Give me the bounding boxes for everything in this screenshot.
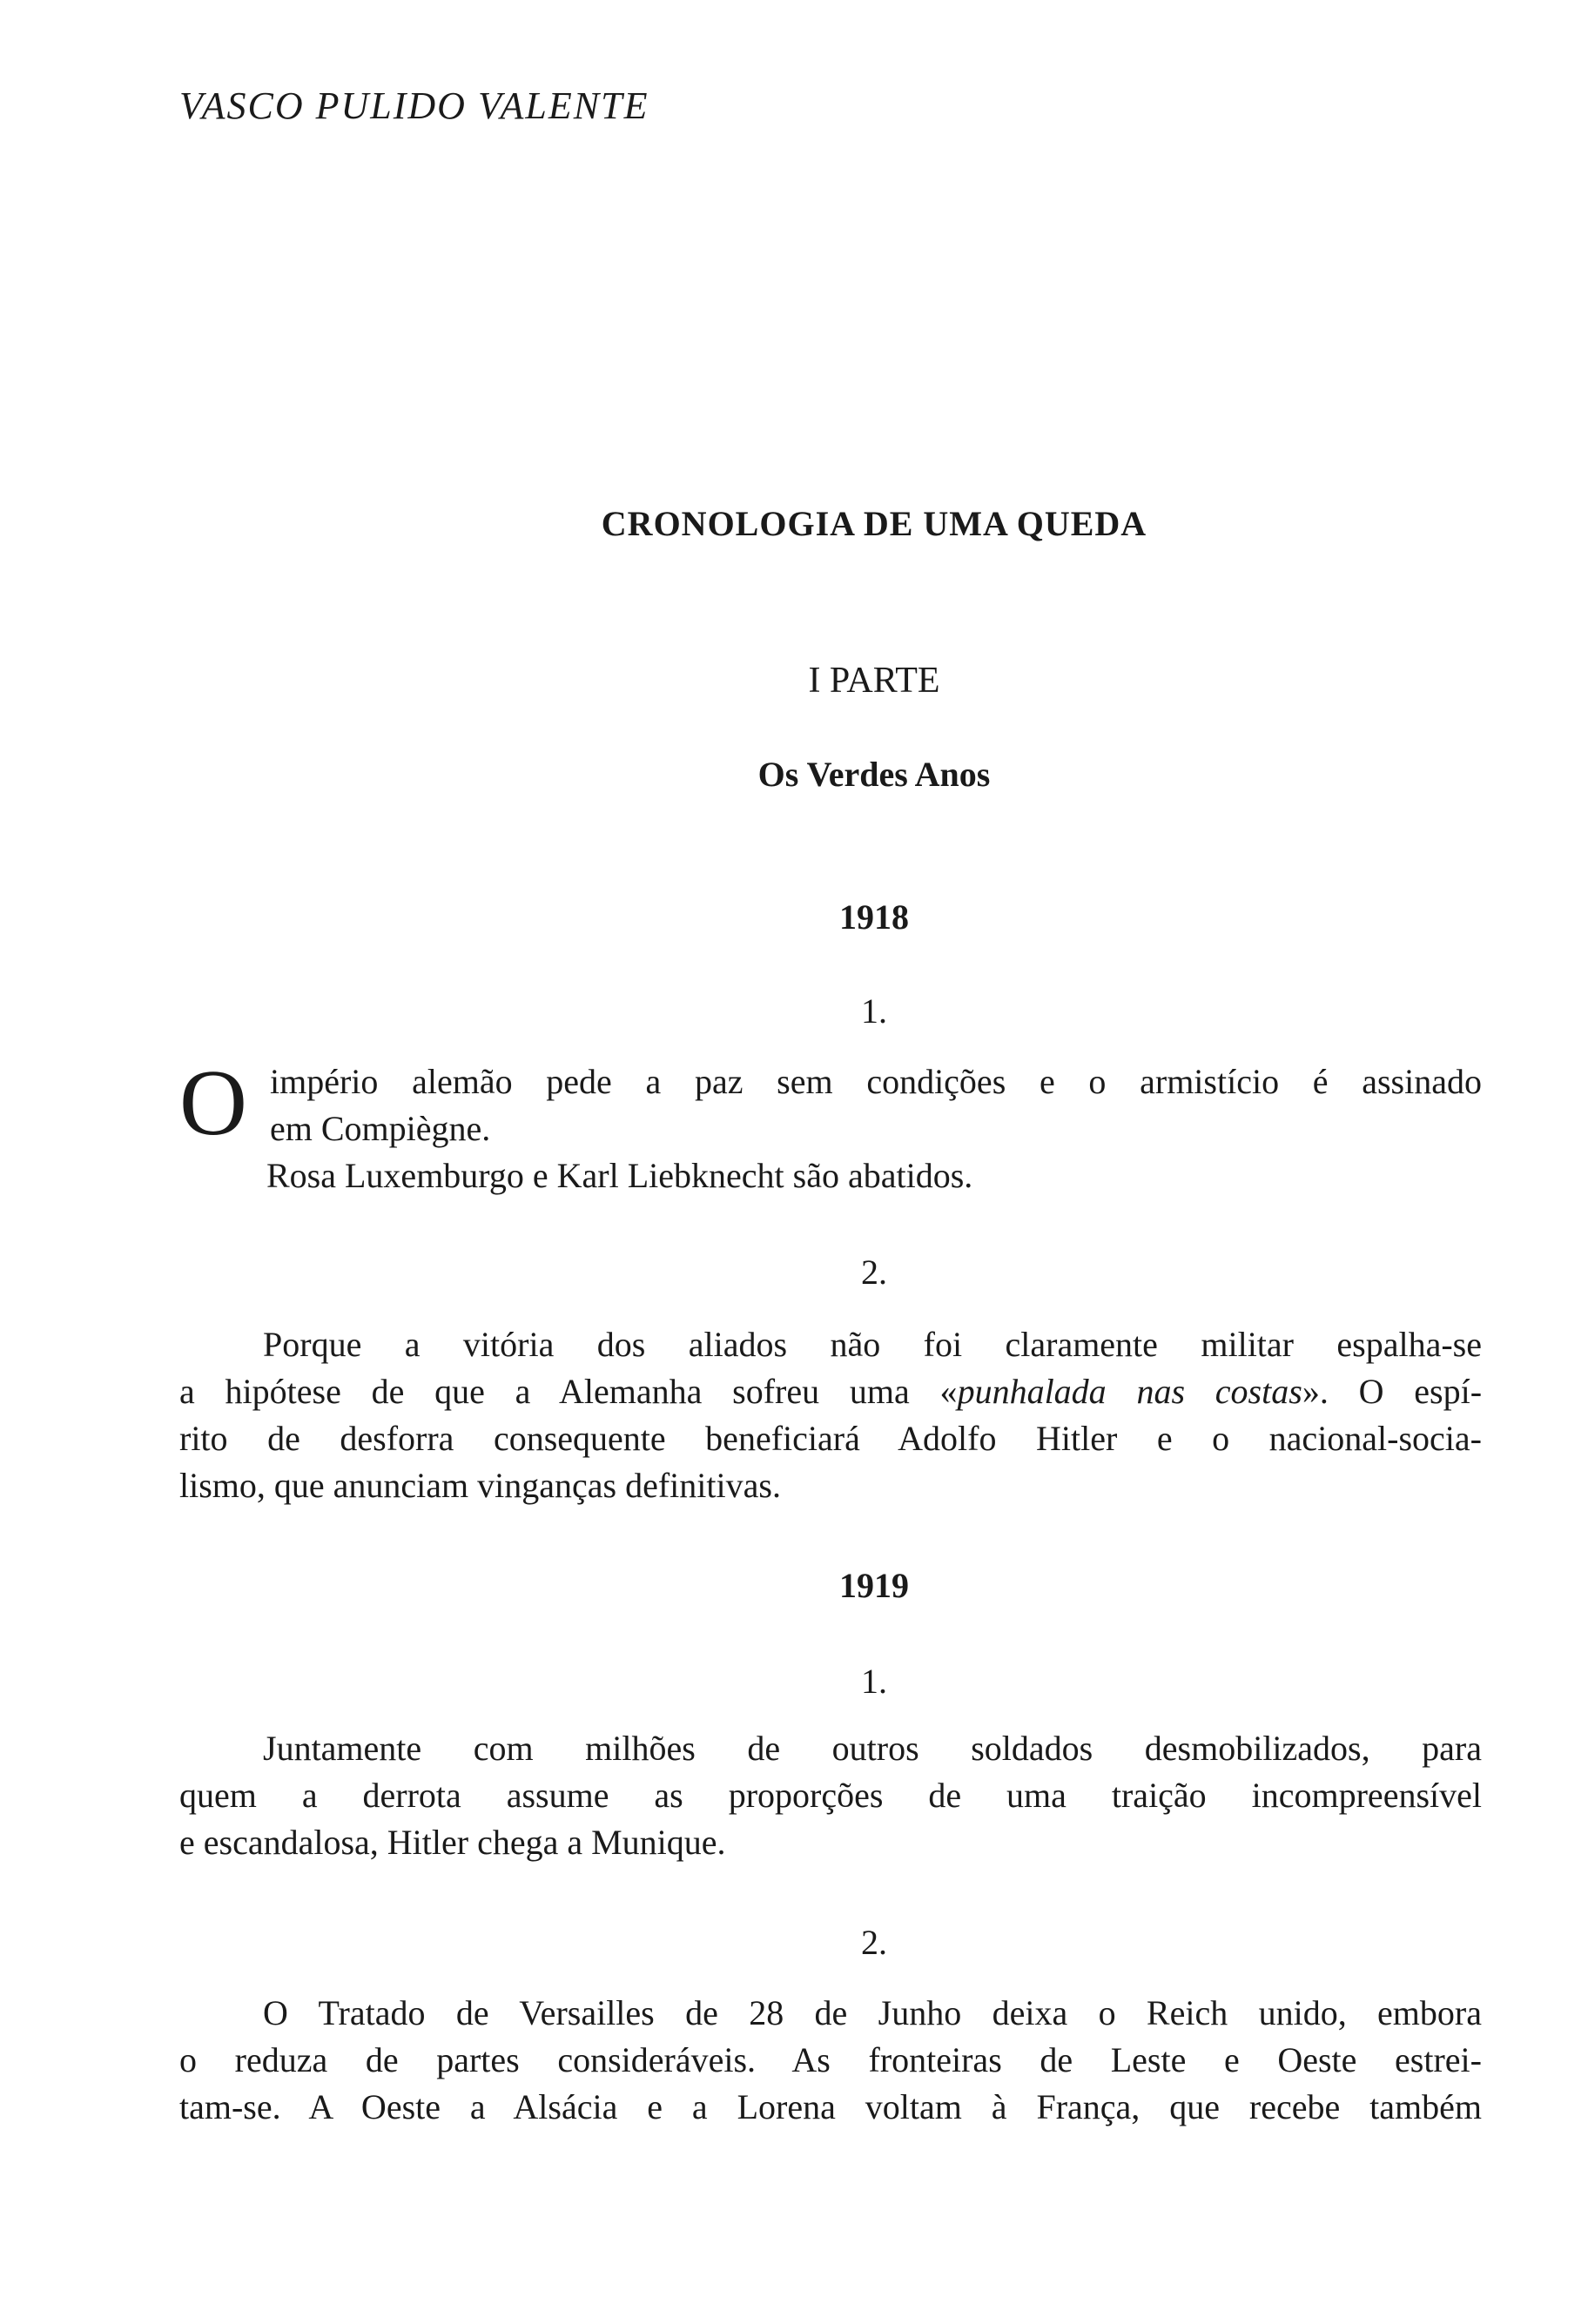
entry-number-1919-1: 1. (861, 1662, 887, 1701)
part-subtitle: Os Verdes Anos (757, 755, 991, 794)
quoted-phrase: punhalada nas costas (957, 1372, 1302, 1411)
part-heading: I PARTE (808, 661, 940, 701)
chapter-title: CRONOLOGIA DE UMA QUEDA (601, 504, 1147, 543)
entry-number-1918-2: 2. (861, 1253, 887, 1292)
text-line: em Compiègne. (270, 1109, 491, 1148)
running-head-author: VASCO PULIDO VALENTE (179, 84, 649, 127)
entry-number-1919-2: 2. (861, 1923, 887, 1962)
text-segment: a hipótese de que a Alemanha sofreu uma « (179, 1372, 958, 1411)
paragraph-1918-1 (179, 1051, 1482, 1199)
text-line: tam-se. A Oeste a Alsácia e a Lorena voltam à França, que recebe também (179, 2087, 1482, 2126)
text-line: Rosa Luxemburgo e Karl Liebknecht são abatidos. (266, 1156, 973, 1195)
year-heading-1919: 1919 (839, 1566, 909, 1605)
drop-cap: O (179, 1051, 247, 1155)
entry-number-1918-1: 1. (861, 991, 887, 1031)
text-segment: ». O espí- (1302, 1372, 1483, 1411)
text-line: O Tratado de Versailles de 28 de Junho deixa o Reich unido, embora (263, 1993, 1482, 2032)
text-line: Porque a vitória dos aliados não foi claramente militar espalha-se (263, 1325, 1482, 1364)
text-line: Juntamente com milhões de outros soldados desmobilizados, para (263, 1729, 1482, 1768)
text-line (179, 1368, 1482, 1415)
paragraph-1918-2 (179, 1321, 1482, 1509)
paragraph-1919-2 (179, 1990, 1482, 2131)
text-line: e escandalosa, Hitler chega a Munique. (179, 1823, 726, 1862)
text-line: o reduza de partes consideráveis. As fronteiras de Leste e Oeste estrei- (179, 2040, 1482, 2079)
text-line: lismo, que anunciam vinganças definitivas. (179, 1466, 781, 1505)
text-line: quem a derrota assume as proporções de uma traição incompreensível (179, 1776, 1482, 1815)
text-line: rito de desforra consequente beneficiará Adolfo Hitler e o nacional-socia- (179, 1419, 1482, 1458)
text-line: império alemão pede a paz sem condições e o armistício é assinado (270, 1062, 1482, 1101)
year-heading-1918: 1918 (839, 897, 909, 937)
paragraph-1919-1 (179, 1725, 1482, 1866)
